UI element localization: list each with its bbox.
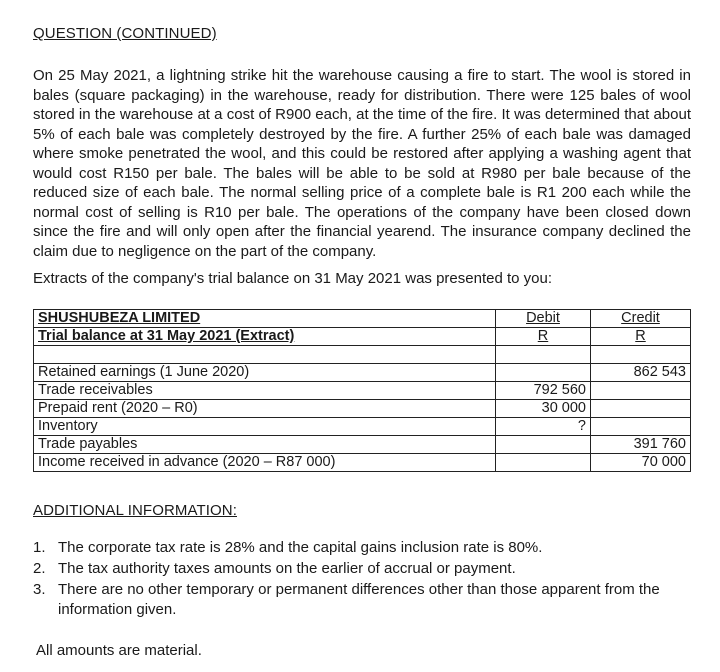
- list-item-text: There are no other temporary or permanent differences other than those apparent from the information given.: [58, 581, 660, 618]
- debit-value: ?: [496, 418, 591, 436]
- company-name: SHUSHUBEZA LIMITED: [34, 310, 496, 328]
- list-item: [33, 580, 693, 620]
- list-item-text: The corporate tax rate is 28% and the capital gains inclusion rate is 80%.: [58, 539, 543, 556]
- credit-value: 70 000: [591, 454, 691, 472]
- question-paragraph: On 25 May 2021, a lightning strike hit the warehouse causing a fire to start. The wool is stored in bales (square packaging) in the warehouse, ready for distribution. There were 125 bales of wool stored in the warehouse at a cost of R900 each, at the time of the fire. It was determined that about 5% of each bale was completely destroyed by the fire. A further 25% of each bale was damaged where smoke penetrated the wool, and this could be restored after applying a washing agent that would cost R150 per bale. The bales will be able to be sold at R980 per bale because of the reduced size of each bale. The normal selling price of a complete bale is R1 200 each while the normal cost of selling is R10 per bale. The operations of the company have been closed down since the fire and will only open after the financial yearend. The insurance company declined the claim due to negligence on the part of the company.: [33, 67, 691, 260]
- account-label: Inventory: [34, 418, 496, 436]
- debit-value: [496, 364, 591, 382]
- table-row: [34, 454, 691, 472]
- table-row: [34, 418, 691, 436]
- credit-value: 391 760: [591, 436, 691, 454]
- debit-value: [496, 436, 591, 454]
- account-label: Prepaid rent (2020 – R0): [34, 400, 496, 418]
- trial-balance-table: [33, 309, 691, 472]
- list-item: [33, 538, 693, 558]
- debit-header: Debit: [496, 310, 591, 328]
- credit-value: [591, 382, 691, 400]
- table-row: [34, 382, 691, 400]
- credit-currency: R: [591, 328, 691, 346]
- table-row: [34, 400, 691, 418]
- debit-currency: R: [496, 328, 591, 346]
- list-item-text: The tax authority taxes amounts on the earlier of accrual or payment.: [58, 560, 516, 577]
- account-label: Trade payables: [34, 436, 496, 454]
- account-label: Income received in advance (2020 – R87 000): [34, 454, 496, 472]
- debit-value: [496, 454, 591, 472]
- table-row: [34, 436, 691, 454]
- spacer-cell: [496, 346, 591, 364]
- additional-info-list: [33, 538, 693, 621]
- footer-note: All amounts are material.: [36, 642, 202, 659]
- trial-balance-title: Trial balance at 31 May 2021 (Extract): [34, 328, 496, 346]
- additional-info-heading: ADDITIONAL INFORMATION:: [33, 502, 237, 519]
- table-spacer-row: [34, 346, 691, 364]
- table-row: [34, 364, 691, 382]
- list-item-number: 2.: [33, 560, 46, 577]
- credit-header: Credit: [591, 310, 691, 328]
- list-item-number: 3.: [33, 581, 46, 598]
- table-subheader-row: [34, 328, 691, 346]
- spacer-cell: [34, 346, 496, 364]
- spacer-cell: [591, 346, 691, 364]
- credit-value: [591, 418, 691, 436]
- credit-value: 862 543: [591, 364, 691, 382]
- account-label: Retained earnings (1 June 2020): [34, 364, 496, 382]
- account-label: Trade receivables: [34, 382, 496, 400]
- trial-balance-intro: Extracts of the company's trial balance on 31 May 2021 was presented to you:: [33, 270, 552, 287]
- table-header-row: [34, 310, 691, 328]
- list-item-number: 1.: [33, 539, 46, 556]
- trial-balance-rows: [34, 364, 691, 472]
- debit-value: 30 000: [496, 400, 591, 418]
- credit-value: [591, 400, 691, 418]
- list-item: [33, 559, 693, 579]
- page-heading: QUESTION (CONTINUED): [33, 25, 217, 42]
- debit-value: 792 560: [496, 382, 591, 400]
